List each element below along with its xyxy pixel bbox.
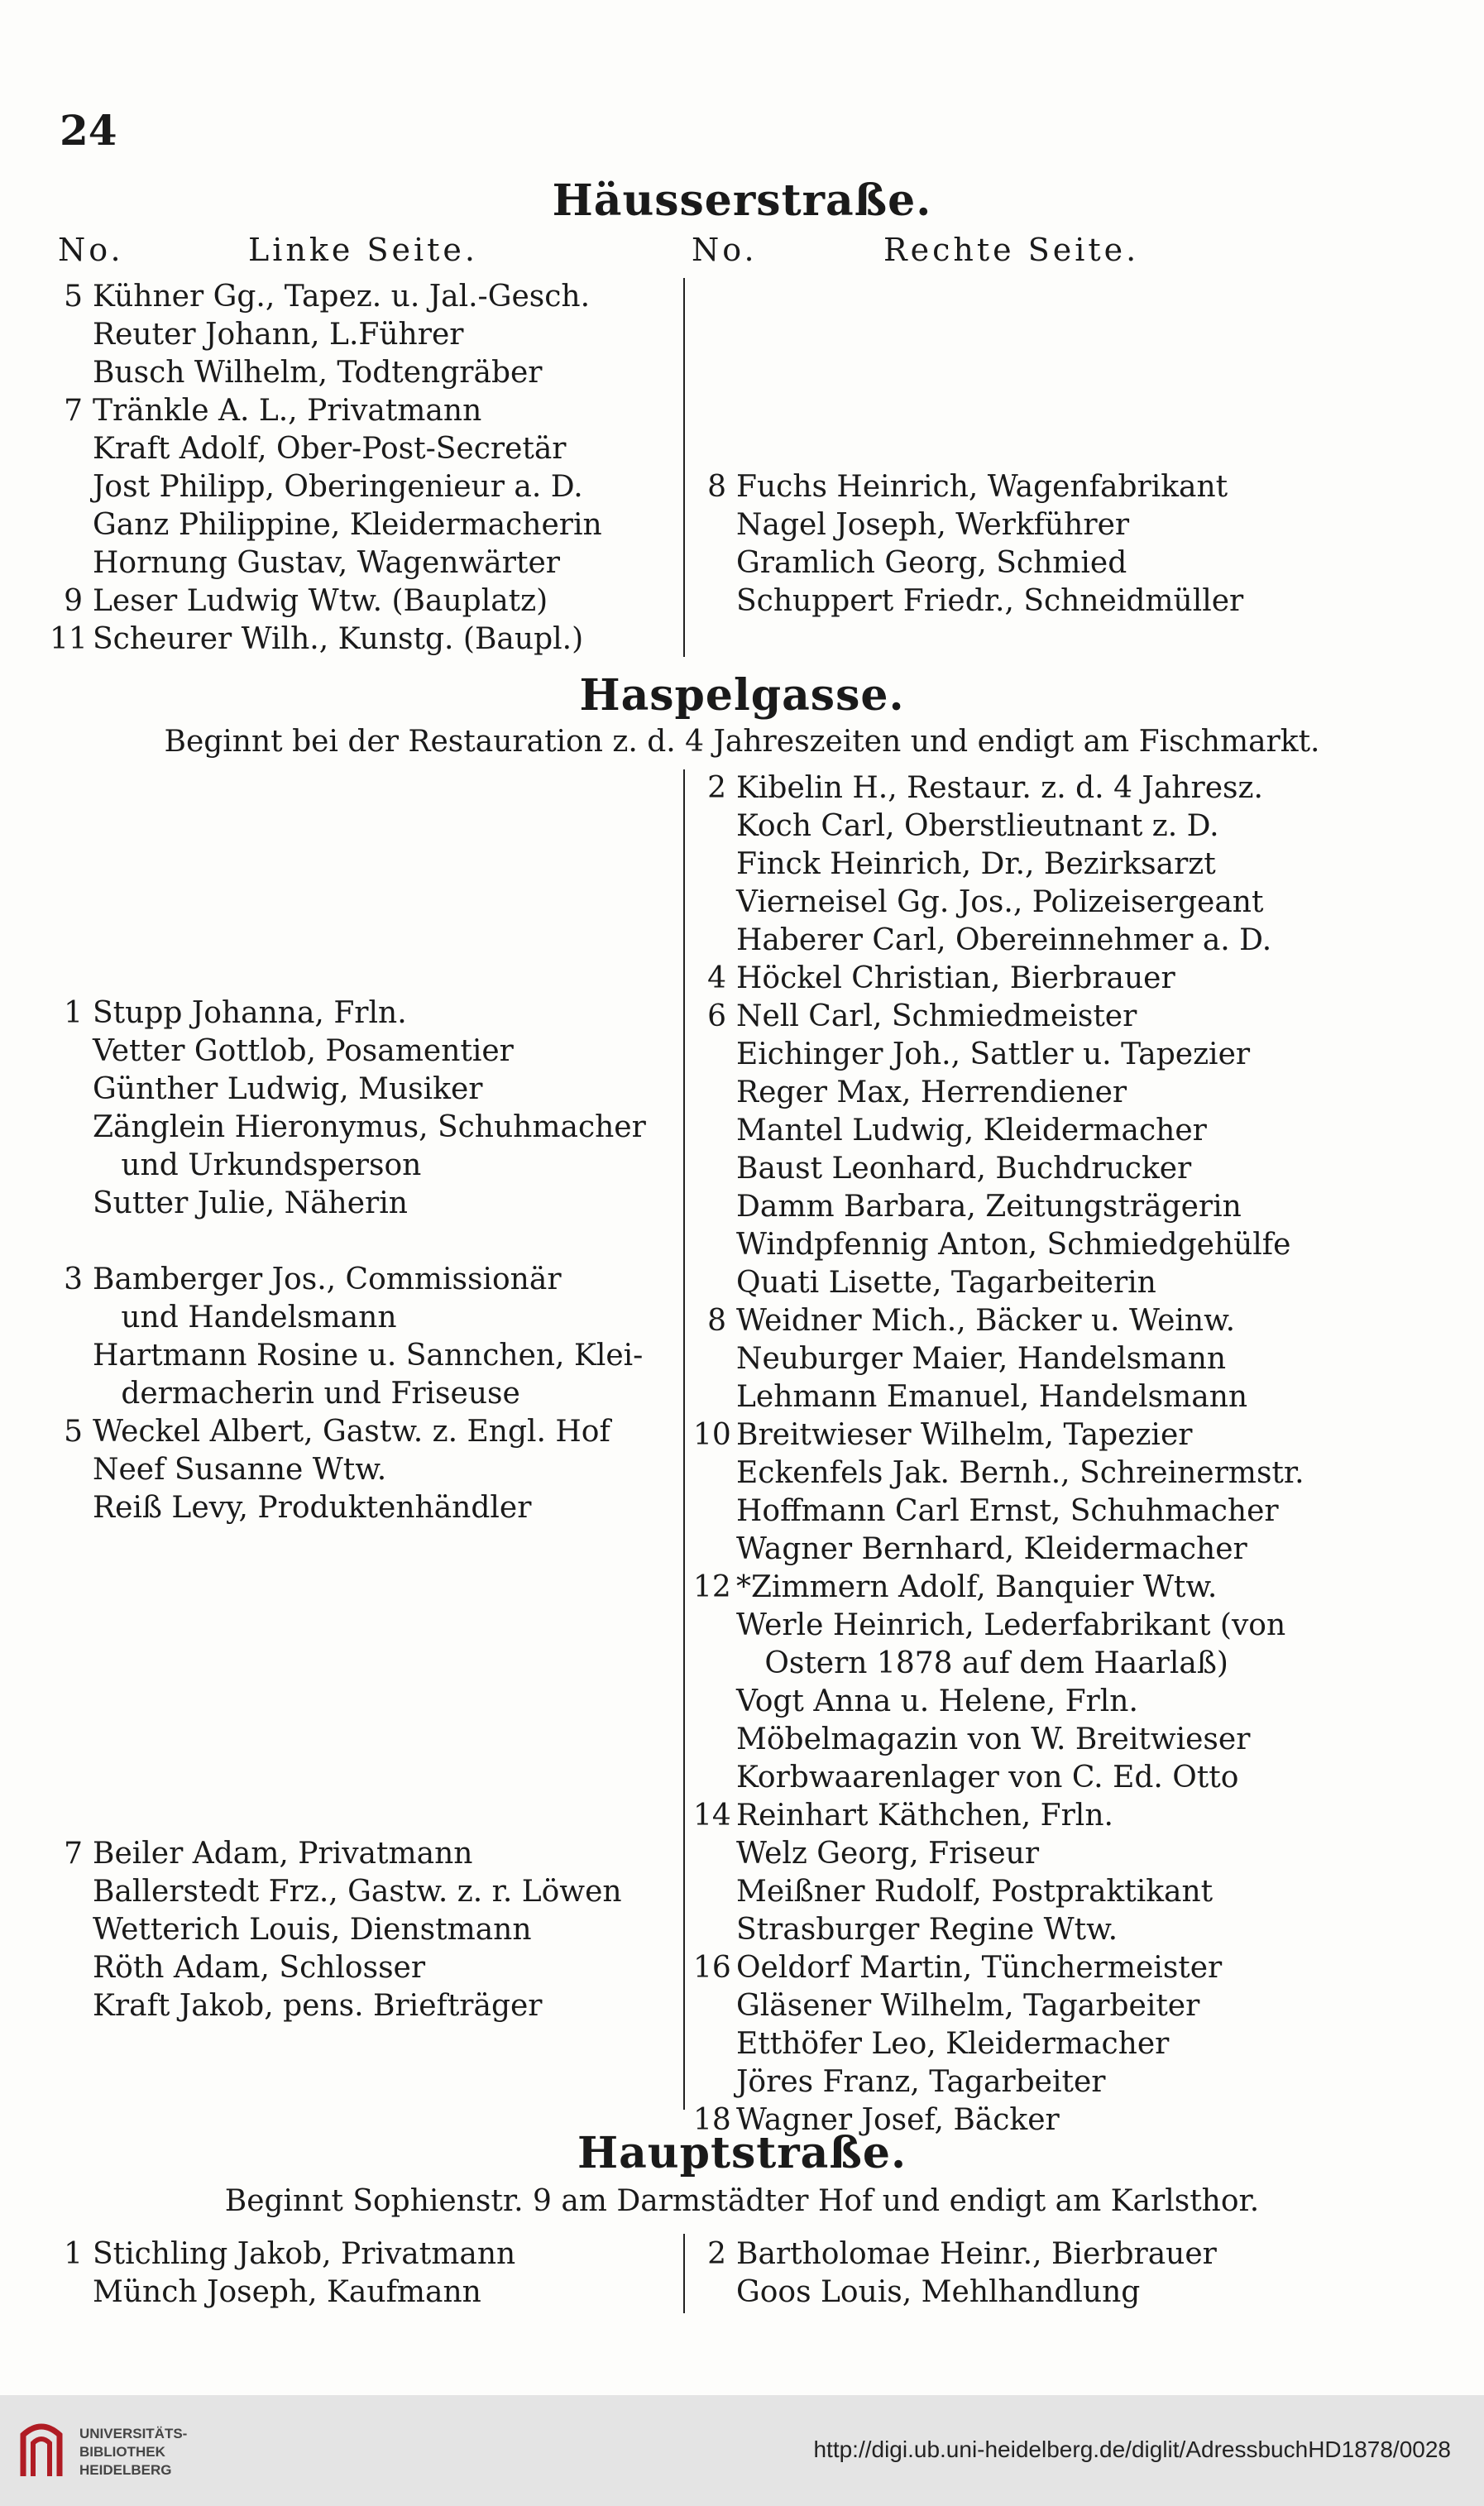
directory-entry — [693, 1036, 1250, 1074]
entry-text: Meißner Rudolf, Postpraktikant — [736, 1875, 1214, 1909]
house-number: 9 — [64, 584, 83, 618]
entry-text: Gläsener Wilhelm, Tagarbeiter — [736, 1989, 1200, 2023]
entry-text: Damm Barbara, Zeitungsträgerin — [736, 1190, 1242, 1224]
page-number: 24 — [60, 106, 117, 155]
entry-text: Strasburger Regine Wtw. — [736, 1913, 1118, 1947]
heading-hauptstrasse: Hauptstraße. — [577, 2128, 907, 2178]
directory-entry — [693, 468, 1228, 506]
entry-text: Schuppert Friedr., Schneidmüller — [736, 584, 1244, 618]
directory-entry — [693, 922, 1271, 960]
directory-entry — [693, 1569, 1217, 1607]
house-number: 7 — [64, 1837, 83, 1871]
directory-entry — [693, 1150, 1191, 1188]
entry-text: Vogt Anna u. Helene, Frln. — [736, 1684, 1138, 1718]
entry-text: Scheurer Wilh., Kunstg. (Baupl.) — [93, 622, 584, 656]
directory-entry — [50, 1949, 425, 1987]
entry-text: Zänglein Hieronymus, Schuhmacher — [93, 1110, 646, 1144]
entry-text: Kraft Adolf, Ober-Post-Secretär — [93, 432, 567, 466]
heading-haeusserstrasse: Häusserstraße. — [552, 175, 932, 226]
intro-haspelgasse: Beginnt bei der Restauration z. d. 4 Jahreszeiten und endigt am Fischmarkt. — [164, 725, 1320, 759]
directory-entry — [693, 2235, 1217, 2274]
directory-entry — [50, 392, 481, 430]
entry-text: Reiß Levy, Produktenhändler — [93, 1491, 532, 1525]
directory-entry — [50, 1109, 646, 1147]
entry-text: Jost Philipp, Oberingenieur a. D. — [93, 470, 583, 504]
entry-text: Wagner Bernhard, Kleidermacher — [736, 1532, 1247, 1566]
directory-entry — [693, 2025, 1169, 2063]
entry-text: Ostern 1878 auf dem Haarlaß) — [736, 1646, 1228, 1680]
library-logo-icon — [15, 2418, 68, 2484]
entry-text: Goos Louis, Mehlhandlung — [736, 2275, 1141, 2309]
house-number: 8 — [707, 470, 726, 504]
directory-entry — [693, 1264, 1156, 1302]
entry-text: Oeldorf Martin, Tünchermeister — [736, 1951, 1223, 1985]
column-divider — [683, 2234, 685, 2313]
directory-entry — [693, 1911, 1118, 1949]
entry-text: Stupp Johanna, Frln. — [93, 996, 407, 1030]
directory-entry — [50, 1223, 93, 1261]
entry-text: Stichling Jakob, Privatmann — [93, 2237, 516, 2271]
directory-entry — [50, 1299, 397, 1337]
entry-text: Jöres Franz, Tagarbeiter — [736, 2065, 1106, 2099]
directory-entry — [50, 1835, 472, 1873]
column-divider — [683, 278, 685, 657]
entry-text: Hornung Gustav, Wagenwärter — [93, 546, 560, 580]
directory-entry — [693, 1607, 1285, 1645]
entry-text: Neef Susanne Wtw. — [93, 1453, 387, 1487]
entry-text: Kühner Gg., Tapez. u. Jal.-Gesch. — [93, 280, 591, 314]
directory-entry — [50, 468, 583, 506]
entry-text: Reinhart Käthchen, Frln. — [736, 1799, 1113, 1833]
house-number: 4 — [707, 961, 726, 995]
entry-text: Vetter Gottlob, Posamentier — [93, 1034, 514, 1068]
house-number: 16 — [693, 1951, 731, 1985]
entry-text: Bamberger Jos., Commissionär — [93, 1263, 562, 1296]
entry-text: Ganz Philippine, Kleidermacherin — [93, 508, 602, 542]
entry-text: Wagner Josef, Bäcker — [736, 2103, 1060, 2137]
house-number: 6 — [707, 999, 726, 1033]
directory-entry — [50, 2274, 481, 2312]
directory-entry — [50, 1033, 514, 1071]
directory-entry — [693, 1340, 1226, 1378]
house-number: 3 — [64, 1263, 83, 1296]
directory-entry — [693, 884, 1263, 922]
entry-text: Gramlich Georg, Schmied — [736, 546, 1127, 580]
directory-entry — [693, 1721, 1250, 1759]
directory-entry — [50, 278, 590, 316]
directory-entry — [50, 316, 463, 354]
directory-entry — [693, 544, 1127, 582]
entry-text: Wetterich Louis, Dienstmann — [93, 1913, 532, 1947]
entry-text: Mantel Ludwig, Kleidermacher — [736, 1114, 1207, 1148]
directory-entry — [50, 1413, 610, 1451]
entry-text: Nell Carl, Schmiedmeister — [736, 999, 1137, 1033]
entry-text: Haberer Carl, Obereinnehmer a. D. — [736, 923, 1272, 957]
directory-entry — [693, 506, 1129, 544]
entry-text: Nagel Joseph, Werkführer — [736, 508, 1130, 542]
directory-entry — [693, 1531, 1247, 1569]
entry-text: Hartmann Rosine u. Sannchen, Klei- — [93, 1339, 644, 1373]
footer-bar — [0, 2395, 1484, 2506]
intro-hauptstrasse: Beginnt Sophienstr. 9 am Darmstädter Hof und endigt am Karlsthor. — [224, 2184, 1260, 2218]
entry-text: Hoffmann Carl Ernst, Schuhmacher — [736, 1494, 1279, 1528]
directory-entry — [693, 1302, 1235, 1340]
entry-text: Tränkle A. L., Privatmann — [93, 394, 482, 428]
directory-entry — [50, 1337, 643, 1375]
entry-text: Günther Ludwig, Musiker — [93, 1072, 483, 1106]
house-number: 14 — [693, 1799, 731, 1833]
directory-entry — [693, 1949, 1222, 1987]
entry-text: Sutter Julie, Näherin — [93, 1186, 408, 1220]
directory-entry — [50, 354, 543, 392]
house-number: 2 — [707, 771, 726, 805]
library-logo-text — [79, 2425, 187, 2480]
directory-entry — [693, 998, 1137, 1036]
entry-text: Fuchs Heinrich, Wagenfabrikant — [736, 470, 1228, 504]
directory-entry — [693, 1226, 1290, 1264]
directory-entry — [50, 994, 407, 1033]
directory-entry — [50, 1185, 408, 1223]
directory-entry — [693, 1493, 1279, 1531]
entry-text: Eichinger Joh., Sattler u. Tapezier — [736, 1037, 1251, 1071]
house-number: 1 — [64, 2237, 83, 2271]
directory-entry — [693, 1797, 1113, 1835]
house-number: 1 — [64, 996, 83, 1030]
column-divider — [683, 769, 685, 2110]
house-number: 5 — [64, 280, 83, 314]
entry-text: Leser Ludwig Wtw. (Bauplatz) — [93, 584, 548, 618]
directory-entry — [693, 1683, 1138, 1721]
entry-text: *Zimmern Adolf, Banquier Wtw. — [736, 1570, 1218, 1604]
entry-text: Busch Wilhelm, Todtengräber — [93, 356, 543, 390]
directory-entry — [50, 1987, 543, 2025]
entry-text: Münch Joseph, Kaufmann — [93, 2275, 481, 2309]
entry-text: Möbelmagazin von W. Breitwieser — [736, 1723, 1251, 1756]
col-no-right: No. — [692, 232, 758, 268]
house-number: 2 — [707, 2237, 726, 2271]
directory-entry — [50, 1911, 532, 1949]
directory-entry — [50, 621, 583, 659]
entry-text: Röth Adam, Schlosser — [93, 1951, 426, 1985]
house-number: 18 — [693, 2103, 731, 2137]
house-number: 7 — [64, 394, 83, 428]
logo-line-2: BIBLIOTHEK — [79, 2444, 165, 2460]
entry-text: Werle Heinrich, Lederfabrikant (von — [736, 1608, 1286, 1642]
directory-entry — [693, 1112, 1207, 1150]
house-number: 8 — [707, 1304, 726, 1338]
entry-text: Reger Max, Herrendiener — [736, 1076, 1127, 1109]
entry-text: Reuter Johann, L.Führer — [93, 318, 464, 352]
entry-text: Etthöfer Leo, Kleidermacher — [736, 2027, 1170, 2061]
col-left-side: Linke Seite. — [248, 232, 478, 268]
directory-entry — [693, 1074, 1127, 1112]
house-number: 10 — [693, 1418, 731, 1452]
directory-entry — [693, 1873, 1213, 1911]
directory-entry — [50, 2235, 515, 2274]
entry-text: Koch Carl, Oberstlieutnant z. D. — [736, 809, 1219, 843]
col-no-left: No. — [58, 232, 124, 268]
entry-text: Lehmann Emanuel, Handelsmann — [736, 1380, 1248, 1414]
logo-line-1: UNIVERSITÄTS- — [79, 2426, 188, 2441]
directory-entry — [50, 582, 548, 621]
entry-text: Quati Lisette, Tagarbeiterin — [736, 1266, 1156, 1300]
directory-entry — [693, 960, 1175, 998]
entry-text: Bartholomae Heinr., Bierbrauer — [736, 2237, 1217, 2271]
directory-entry — [693, 846, 1216, 884]
directory-entry — [693, 1454, 1304, 1493]
source-url-link[interactable]: http://digi.ub.uni-heidelberg.de/diglit/AdressbuchHD1878/0028 — [813, 2437, 1451, 2462]
entry-text: und Urkundsperson — [93, 1148, 422, 1182]
logo-line-3: HEIDELBERG — [79, 2462, 172, 2478]
entry-text: Windpfennig Anton, Schmiedgehülfe — [736, 1228, 1291, 1262]
directory-entry — [693, 582, 1243, 621]
directory-entry — [50, 430, 567, 468]
col-right-side: Rechte Seite. — [883, 232, 1140, 268]
entry-text: Weckel Albert, Gastw. z. Engl. Hof — [93, 1415, 610, 1449]
directory-entry — [693, 1835, 1039, 1873]
entry-text: Kraft Jakob, pens. Briefträger — [93, 1989, 543, 2023]
directory-entry — [693, 1759, 1238, 1797]
entry-text: Eckenfels Jak. Bernh., Schreinermstr. — [736, 1456, 1304, 1490]
directory-entry — [50, 1451, 386, 1489]
directory-entry — [693, 2063, 1105, 2101]
directory-entry — [50, 544, 560, 582]
entry-text: Korbwaarenlager von C. Ed. Otto — [736, 1761, 1239, 1794]
entry-text: Ballerstedt Frz., Gastw. z. r. Löwen — [93, 1875, 622, 1909]
entry-text: Beiler Adam, Privatmann — [93, 1837, 473, 1871]
directory-entry — [693, 1416, 1192, 1454]
directory-entry — [50, 1071, 483, 1109]
heading-haspelgasse: Haspelgasse. — [579, 670, 905, 721]
directory-entry — [693, 769, 1263, 807]
directory-entry — [693, 1987, 1199, 2025]
entry-text: und Handelsmann — [93, 1301, 397, 1334]
directory-entry — [693, 1188, 1242, 1226]
entry-text: dermacherin und Friseuse — [93, 1377, 520, 1411]
entry-text: Neuburger Maier, Handelsmann — [736, 1342, 1227, 1376]
directory-entry — [50, 1873, 622, 1911]
directory-entry — [50, 1261, 562, 1299]
directory-entry — [50, 506, 602, 544]
entry-text: Finck Heinrich, Dr., Bezirksarzt — [736, 847, 1216, 881]
entry-text: Höckel Christian, Bierbrauer — [736, 961, 1175, 995]
directory-entry — [693, 2274, 1140, 2312]
entry-text: Welz Georg, Friseur — [736, 1837, 1040, 1871]
entry-text: Kibelin H., Restaur. z. d. 4 Jahresz. — [736, 771, 1263, 805]
entry-text: Baust Leonhard, Buchdrucker — [736, 1152, 1192, 1186]
directory-entry — [50, 1147, 421, 1185]
house-number: 5 — [64, 1415, 83, 1449]
house-number: 11 — [50, 622, 88, 656]
house-number: 12 — [693, 1570, 731, 1604]
entry-text: Vierneisel Gg. Jos., Polizeisergeant — [736, 885, 1264, 919]
entry-text: Breitwieser Wilhelm, Tapezier — [736, 1418, 1193, 1452]
entry-text: Weidner Mich., Bäcker u. Weinw. — [736, 1304, 1236, 1338]
directory-entry — [693, 1645, 1228, 1683]
directory-entry — [50, 1489, 531, 1527]
directory-entry — [693, 807, 1219, 846]
directory-entry — [50, 1375, 520, 1413]
directory-entry — [693, 1378, 1247, 1416]
